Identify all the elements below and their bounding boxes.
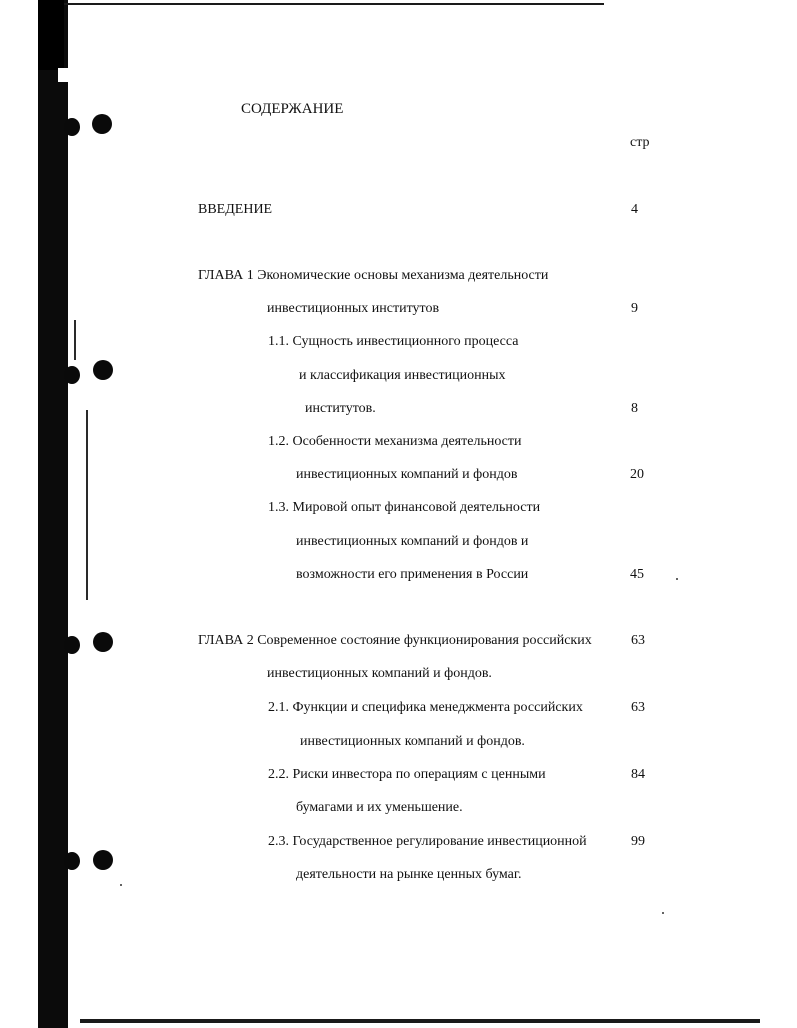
- toc-entry-ch2-cont: инвестиционных компаний и фондов.: [267, 666, 492, 681]
- toc-title: СОДЕРЖАНИЕ: [241, 101, 344, 117]
- toc-page-s12: 20: [630, 467, 644, 482]
- toc-entry-s11: 1.1. Сущность инвестиционного процесса: [268, 334, 519, 349]
- toc-entry-s12: 1.2. Особенности механизма деятельности: [268, 434, 522, 449]
- toc-page-s21: 63: [631, 700, 645, 715]
- toc-entry-s13-cont2: возможности его применения в России: [296, 567, 529, 582]
- scan-edge-bar: [38, 0, 68, 1028]
- toc-entry-s23: 2.3. Государственное регулирование инвестиционной: [268, 834, 587, 849]
- toc-page-s22: 84: [631, 767, 645, 782]
- punch-hole: [92, 114, 112, 134]
- scan-edge-top: [38, 0, 64, 70]
- speck: [676, 578, 678, 580]
- toc-entry-s11-cont2: институтов.: [305, 401, 376, 416]
- toc-entry-s22-cont: бумагами и их уменьшение.: [296, 800, 463, 815]
- toc-entry-ch2: ГЛАВА 2 Современное состояние функционирования российских: [198, 633, 592, 648]
- punch-hole-left: [64, 636, 80, 654]
- speck: [120, 884, 122, 886]
- toc-page-s11: 8: [631, 401, 638, 416]
- scan-side-line: [74, 320, 76, 360]
- toc-entry-s11-cont: и классификация инвестиционных: [299, 368, 506, 383]
- toc-entry-ch1-cont: инвестиционных институтов: [267, 301, 440, 316]
- scan-side-line: [86, 410, 88, 600]
- toc-entry-s13-cont: инвестиционных компаний и фондов и: [296, 534, 529, 549]
- scan-bottom-line: [80, 1019, 760, 1023]
- toc-entry-s22: 2.2. Риски инвестора по операциям с ценными: [268, 767, 546, 782]
- scan-top-line: [64, 3, 604, 5]
- punch-hole: [93, 632, 113, 652]
- punch-hole-left: [64, 118, 80, 136]
- toc-entry-s13: 1.3. Мировой опыт финансовой деятельности: [268, 500, 541, 515]
- toc-page-ch1: 9: [631, 301, 638, 316]
- punch-hole-left: [64, 852, 80, 870]
- speck: [662, 912, 664, 914]
- toc-entry-s21-cont: инвестиционных компаний и фондов.: [300, 734, 525, 749]
- punch-hole: [93, 360, 113, 380]
- toc-entry-intro: ВВЕДЕНИЕ: [198, 202, 273, 217]
- toc-page-intro: 4: [631, 202, 638, 217]
- toc-entry-s21: 2.1. Функции и специфика менеджмента российских: [268, 700, 583, 715]
- punch-hole: [93, 850, 113, 870]
- scan-edge-notch: [58, 68, 70, 82]
- page-column-label: стр: [630, 135, 650, 150]
- punch-hole-left: [64, 366, 80, 384]
- toc-page-s23: 99: [631, 834, 645, 849]
- toc-entry-ch1: ГЛАВА 1 Экономические основы механизма деятельности: [198, 268, 549, 283]
- toc-entry-s23-cont: деятельности на рынке ценных бумаг.: [296, 867, 522, 882]
- toc-page-ch2: 63: [631, 633, 645, 648]
- toc-page-s13: 45: [630, 567, 644, 582]
- toc-entry-s12-cont: инвестиционных компаний и фондов: [296, 467, 518, 482]
